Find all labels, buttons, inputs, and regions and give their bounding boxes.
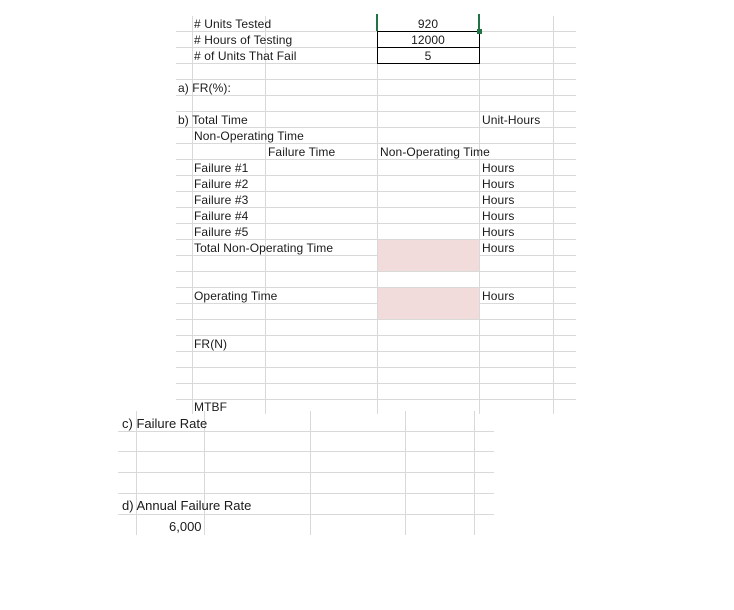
hours-testing-label: # Hours of Testing [194,33,293,47]
failure-5-unit: Hours [482,225,515,239]
non-op-time-header: Non-Operating Time [380,145,490,159]
units-tested-label: # Units Tested [194,17,272,31]
total-non-op-label: Total Non-Operating Time [194,241,334,255]
unit-hours-label: Unit-Hours [482,113,541,127]
mtbf-label: MTBF [194,400,228,414]
non-op-heading: Non-Operating Time [194,129,304,143]
failure-time-header: Failure Time [268,145,336,159]
failure-2-unit: Hours [482,177,515,191]
failure-2-label: Failure #2 [194,177,249,191]
failure-4-unit: Hours [482,209,515,223]
part-d-label: d) Annual Failure Rate [122,498,252,513]
failure-1-label: Failure #1 [194,161,249,175]
failure-5-label: Failure #5 [194,225,249,239]
total-non-op-result-cell[interactable] [378,240,479,271]
units-fail-value[interactable]: 5 [424,49,432,63]
failure-1-unit: Hours [482,161,515,175]
failure-3-label: Failure #3 [194,193,249,207]
annual-failure-rate-value[interactable]: 6,000 [169,519,202,534]
failure-4-label: Failure #4 [194,209,249,223]
part-a-label: a) FR(%): [178,81,231,95]
part-c-label: c) Failure Rate [122,416,208,431]
operating-time-unit: Hours [482,289,515,303]
units-tested-value[interactable]: 920 [417,17,439,31]
units-fail-label: # of Units That Fail [194,49,297,63]
total-time-label: b) Total Time [178,113,248,127]
operating-time-result-cell[interactable] [378,288,479,319]
hours-testing-value[interactable]: 12000 [411,33,445,47]
failure-3-unit: Hours [482,193,515,207]
total-non-op-unit: Hours [482,241,515,255]
frn-label: FR(N) [194,337,228,351]
operating-time-label: Operating Time [194,289,278,303]
